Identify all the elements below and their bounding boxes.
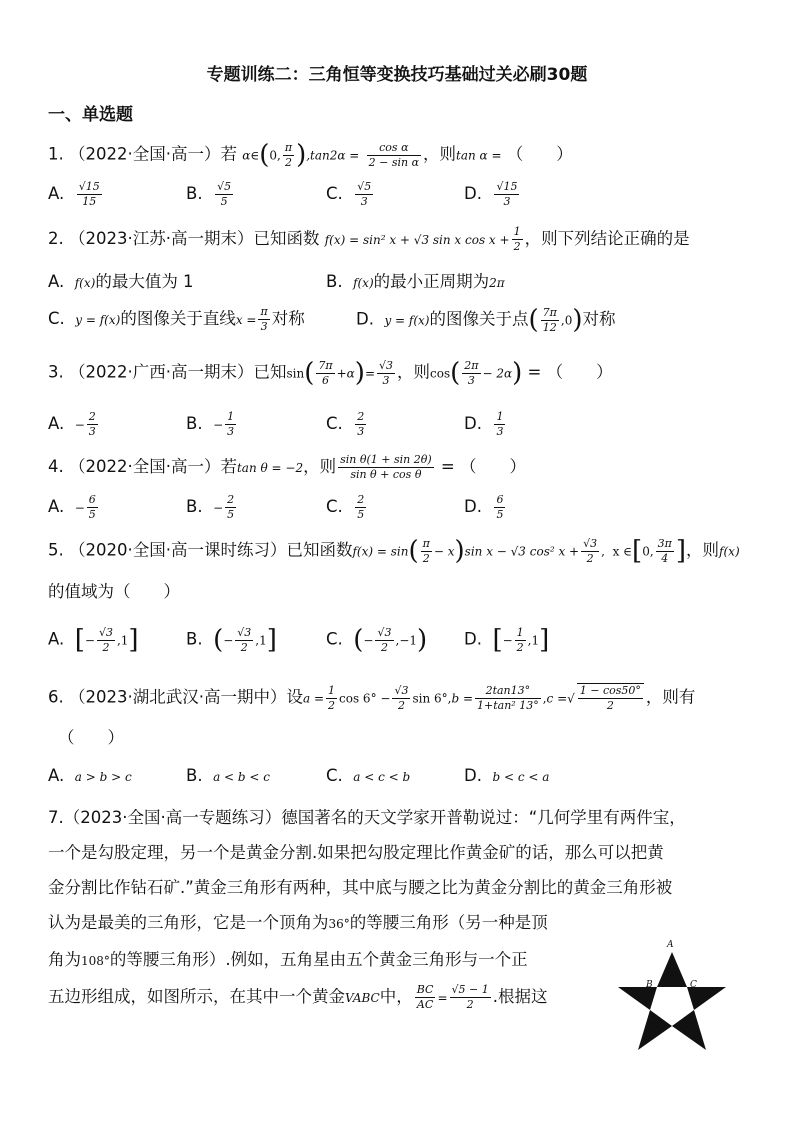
q4-option-d[interactable]: D. $\frac{6}{5}$ [464,493,504,521]
q2-option-a[interactable]: A. f(x)的最大值为 1 [48,272,194,291]
q7-line-2: 一个是勾股定理，另一个是黄金分割.如果把勾股定理比作黄金矿的话，那么可以把黄 [48,843,664,862]
vertex-label-b: B [646,980,653,990]
q7-line-6: 五边形组成，如图所示，在其中一个黄金VABC中， $\frac{BC}{AC}$ = $\frac{√5 - 1}{2}$ .根据这 [48,983,548,1011]
vertex-label-a: A [667,940,674,950]
q4-option-c[interactable]: C. $\frac{2}{5}$ [326,493,365,521]
q6-option-d[interactable]: D. b < c < a [464,766,550,785]
q1-option-b[interactable]: B. $\frac{√5}{5}$ [186,180,232,208]
question-4: 4. （2022·全国·高一）若tan θ = −2，则 $\frac{\text{sin θ(1 + sin 2θ)}}{\text{sin θ + cos θ}}$ = （ ） [48,453,526,481]
q4-option-a[interactable]: A. − $\frac{6}{5}$ [48,493,96,521]
q2-option-b[interactable]: B. f(x)的最小正周期为2π [326,272,505,291]
q3-option-d[interactable]: D. $\frac{1}{3}$ [464,410,504,438]
q6-option-a[interactable]: A. a > b > c [48,766,132,785]
question-5-line-2: 的值域为（ ） [48,582,180,601]
question-3: 3. （2022·广西·高一期末）已知sin( $\frac{7\pi}{6}$ +α)= $\frac{√3}{3}$ ，则cos( $\frac{2\pi}{3}$ − 2α) = （ ） [48,358,613,388]
q1-option-c[interactable]: C. $\frac{√5}{3}$ [326,180,372,208]
q7-line-1: 7.（2023·全国·高一专题练习）德国著名的天文学家开普勒说过：“几何学里有两件宝， [48,808,686,827]
q5-option-a[interactable]: A. [− $\frac{√3}{2}$ ,1] [48,625,139,655]
q7-line-5: 角为108°的等腰三角形）.例如，五角星由五个黄金三角形与一个正 [48,950,528,969]
q7-line-4: 认为是最美的三角形，它是一个顶角为36°的等腰三角形（另一种是顶 [48,913,548,932]
q2-option-c[interactable]: C. y = f(x)的图像关于直线x = $\frac{\pi}{3}$ 对称 [48,305,305,333]
q3-option-b[interactable]: B. − $\frac{1}{3}$ [186,410,235,438]
q3-option-c[interactable]: C. $\frac{2}{3}$ [326,410,365,438]
question-6: 6. （2023·湖北武汉·高一期中）设a = $\frac{1}{2}$ cos 6° − $\frac{√3}{2}$ sin 6°,b = $\frac{2\tan 13^\circ}{\text{1+tan² 13°}}$ ,c =√ $\frac{1 - \cos 50^\circ}{2}$ ，则有 [48,683,696,712]
question-5: 5. （2020·全国·高一课时练习）已知函数f(x) = sin( $\frac{\pi}{2}$ − x)sin x − √3 cos² x + $\frac{√3}{2}$ , x ∈[0, $\frac{3\pi}{4}$ ]，则f(x) [48,536,740,566]
section-heading: 一、单选题 [48,105,133,125]
q7-line-3: 金分割比作钻石矿.”黄金三角形有两种，其中底与腰之比为黄金分割比的黄金三角形被 [48,878,673,897]
q3-option-a[interactable]: A. − $\frac{2}{3}$ [48,410,96,438]
question-6-blank: （ ） [58,728,124,747]
q6-option-c[interactable]: C. a < c < b [326,766,411,785]
page-title: 专题训练二：三角恒等变换技巧基础过关必刷30题 [206,65,588,85]
q4-option-b[interactable]: B. − $\frac{2}{5}$ [186,493,235,521]
q2-option-d[interactable]: D. y = f(x)的图像关于点( $\frac{7\pi}{12}$ ,0)对称 [356,305,616,335]
q5-option-b[interactable]: B. (− $\frac{√3}{2}$ ,1] [186,625,277,655]
q5-option-c[interactable]: C. (− $\frac{√3}{2}$ ,−1) [326,625,428,655]
q1-option-a[interactable]: A. $\frac{√15}{15}$ [48,180,100,208]
question-1: 1. （2022·全国·高一）若 α∈(0, $\frac{\pi}{2}$ ),tan2α = $\frac{\text{cos α}}{\text{2 − sin α}}$ ，则tan α = （ ） [48,140,573,170]
vertex-label-c: C [690,980,697,990]
q1-option-d[interactable]: D. $\frac{√15}{3}$ [464,180,518,208]
q5-option-d[interactable]: D. [− $\frac{1}{2}$ ,1] [464,625,550,655]
question-2: 2. （2023·江苏·高一期末）已知函数 f(x) = sin² x + √3 sin x cos x + $\frac{1}{2}$ ，则下列结论正确的是 [48,225,690,253]
pentagram-figure [610,938,735,1063]
q6-option-b[interactable]: B. a < b < c [186,766,270,785]
